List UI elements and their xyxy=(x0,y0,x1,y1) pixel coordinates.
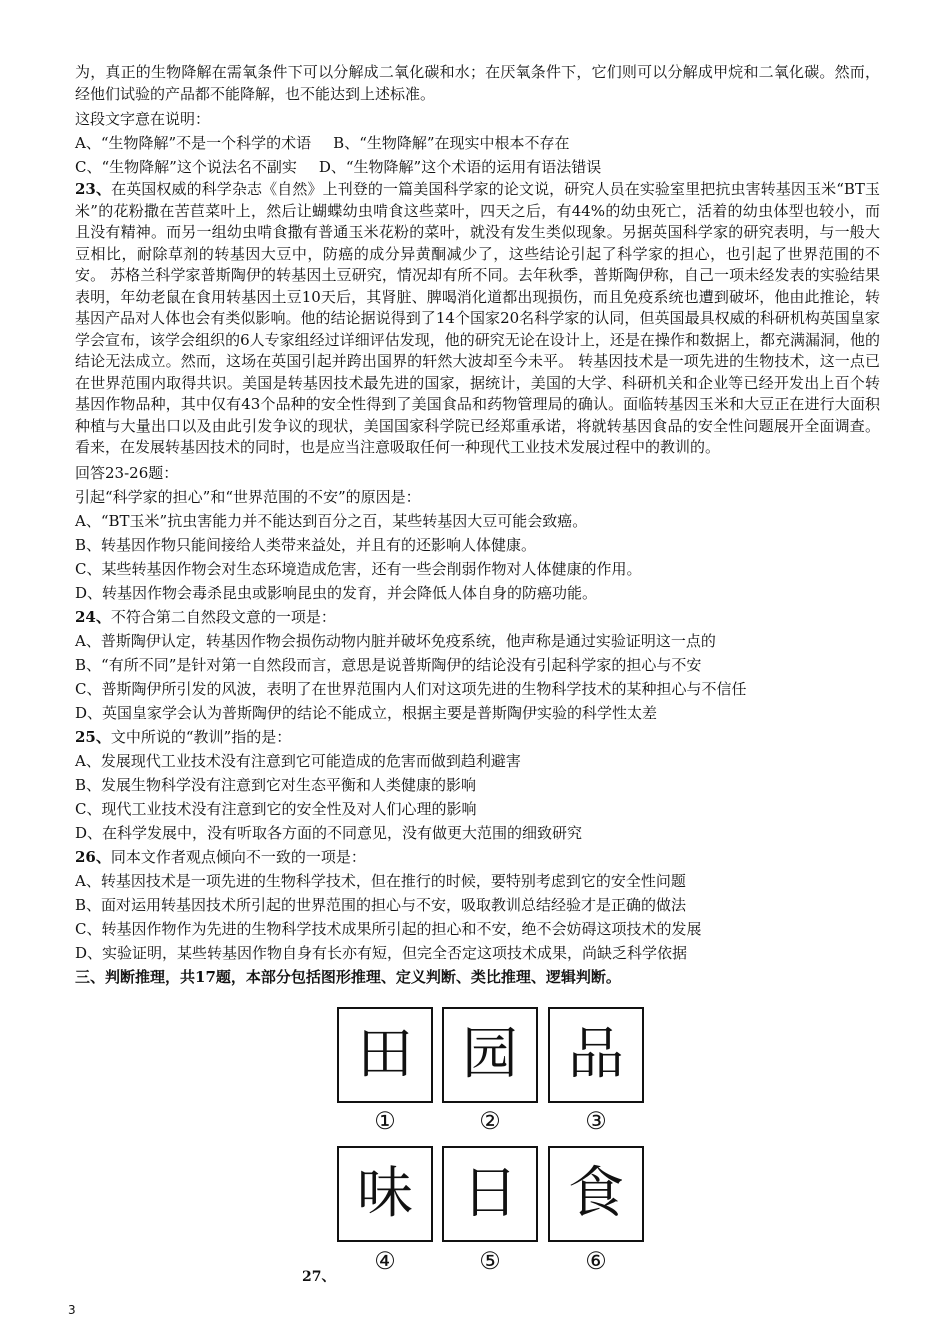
q23-number: 23、 xyxy=(75,180,112,198)
q26-number: 26、 xyxy=(75,847,111,866)
q25-option-b: B、发展生物科学没有注意到它对生态平衡和人类健康的影响 xyxy=(75,775,477,794)
q23-passage-text: 在英国权威的科学杂志《自然》上刊登的一篇美国科学家的论文说，研究人员在实验室里把抗虫害转基因玉米“BT玉米”的花粉撒在苦苣菜叶上，然后让蝴蝶幼虫啃食这些菜叶，四天之后，有44%的幼虫死亡，活着的幼虫体型也较小，而且没有精神。而另一组幼虫啃食撒有普通玉米花粉的菜叶，就没有发生类似现象。另据英国科学家的研究表明，与一般大豆相比，耐除草剂的转基因大豆中，防癌的成分异黄酮减少了，这些结论引起了科学家的担心，也引起了世界范围的不安。 苏格兰科学家普斯陶伊的转基因土豆研究，情况却有所不同。去年秋季，普斯陶伊称，自己一项未经发表的实验结果表明，年幼老鼠在食用转基因土豆10天后，其肾脏、脾喝消化道都出现损伤，而且免疫系统也遭到破坏，他由此推论，转基因产品对人体也会有类似影响。他的结论据说得到了14个国家20名科学家的认同，但英国最具权威的科研机构英国皇家学会宣布，该学会组织的6人专家组经过详细评估发现，他的研究无论在设计上，还是在操作和数据上，都充满漏洞，他的结论无法成立。然而，这场在英国引起并跨出国界的轩然大波却至今未平。 转基因技术是一项先进的生物技术，这一点已在世界范围内取得共识。美国是转基因技术最先进的国家，据统计，美国的大学、科研机关和企业等已经开发出上百个转基因作物品种，其中仅有43个品种的安全性得到了美国食品和药物管理局的确认。面临转基因玉米和大豆正在进行大面积种植与大量出口以及由此引发争议的现状，美国国家科学院已经郑重承诺，将就转基因食品的安全性问题展开全面调查。看来，在发展转基因技术的同时，也是应当注意吸取任何一种现代工业技术发展过程中的教训的。 xyxy=(75,180,881,456)
q25-option-c: C、现代工业技术没有注意到它的安全性及对人们心理的影响 xyxy=(75,799,477,818)
figure-label-2: ② xyxy=(479,1107,501,1135)
q24-option-c: C、普斯陶伊所引发的风波，表明了在世界范围内人们对这项先进的生物科学技术的某种担心与不信任 xyxy=(75,679,747,698)
q26-option-a: A、转基因技术是一项先进的生物科学技术，但在推行的时候，要特别考虑到它的安全性问题 xyxy=(75,871,686,890)
intro-options-row-1 xyxy=(75,131,880,155)
figure-box-5: 日 xyxy=(442,1146,538,1242)
q23-option-a: A、“BT玉米”抗虫害能力并不能达到百分之百，某些转基因大豆可能会致癌。 xyxy=(75,511,588,530)
intro-option-d: D、“生物降解”这个术语的运用有语法错误 xyxy=(318,158,602,176)
q26-option-b: B、面对运用转基因技术所引起的世界范围的担心与不安，吸取教训总结经验才是正确的做法 xyxy=(75,895,687,914)
q25-prompt xyxy=(75,725,880,749)
q26-option-d: D、实验证明，某些转基因作物自身有长亦有短，但完全否定这项技术成果，尚缺乏科学依据 xyxy=(75,943,688,962)
q23-option-c: C、某些转基因作物会对生态环境造成危害，还有一些会削弱作物对人体健康的作用。 xyxy=(75,559,642,578)
q23-prompt: 引起“科学家的担心”和“世界范围的不安”的原因是： xyxy=(75,487,421,506)
q23-passage xyxy=(75,179,880,459)
q24-option-a: A、普斯陶伊认定，转基因作物会损伤动物内脏并破坏免疫系统，他声称是通过实验证明这一点的 xyxy=(75,631,716,650)
intro-passage: 为，真正的生物降解在需氧条件下可以分解成二氧化碳和水；在厌氧条件下，它们则可以分解成甲烷和二氧化碳。然而，经他们试验的产品都不能降解，也不能达到上述标准。 xyxy=(75,63,880,103)
q25-prompt-text: 文中所说的“教训”指的是： xyxy=(110,727,292,746)
section-3-heading: 三、判断推理，共17题，本部分包括图形推理、定义判断、类比推理、逻辑判断。 xyxy=(75,967,621,986)
figure-box-2: 园 xyxy=(442,1007,538,1103)
text-column xyxy=(75,62,880,989)
q25-number: 25、 xyxy=(75,727,111,746)
q25-option-d: D、在科学发展中，没有听取各方面的不同意见，没有做更大范围的细致研究 xyxy=(75,823,583,842)
intro-option-c: C、“生物降解”这个说法名不副实 xyxy=(75,158,297,176)
figure-box-4: 味 xyxy=(337,1146,433,1242)
figure-label-1: ① xyxy=(374,1107,396,1135)
figure-label-5: ⑤ xyxy=(479,1247,501,1275)
intro-option-b: B、“生物降解”在现实中根本不存在 xyxy=(333,134,570,152)
figure-box-1: 田 xyxy=(337,1007,433,1103)
q23-instruction: 回答23-26题： xyxy=(75,463,179,482)
intro-options-row-2 xyxy=(75,155,880,179)
q24-prompt-text: 不符合第二自然段文意的一项是： xyxy=(110,607,336,626)
q24-option-b: B、“有所不同”是针对第一自然段而言，意思是说普斯陶伊的结论没有引起科学家的担心与不安 xyxy=(75,655,702,674)
figure-box-6: 食 xyxy=(548,1146,644,1242)
q23-option-b: B、转基因作物只能间接给人类带来益处，并且有的还影响人体健康。 xyxy=(75,535,537,554)
q23-option-d: D、转基因作物会毒杀昆虫或影响昆虫的发育，并会降低人体自身的防癌功能。 xyxy=(75,583,598,602)
figure-box-3: 品 xyxy=(548,1007,644,1103)
q26-prompt-text: 同本文作者观点倾向不一致的一项是： xyxy=(110,847,366,866)
q26-option-c: C、转基因作物作为先进的生物科学技术成果所引起的担心和不安，绝不会妨碍这项技术的发展 xyxy=(75,919,702,938)
q26-prompt xyxy=(75,845,880,869)
q24-option-d: D、英国皇家学会认为普斯陶伊的结论不能成立，根据主要是普斯陶伊实验的科学性太差 xyxy=(75,703,658,722)
q25-option-a: A、发展现代工业技术没有注意到它可能造成的危害而做到趋利避害 xyxy=(75,751,521,770)
q24-prompt xyxy=(75,605,880,629)
page-number: 3 xyxy=(68,1303,76,1317)
figure-label-4: ④ xyxy=(374,1247,396,1275)
q27-number: 27、 xyxy=(302,1269,336,1285)
q24-number: 24、 xyxy=(75,607,111,626)
intro-option-a: A、“生物降解”不是一个科学的术语 xyxy=(75,134,312,152)
figure-label-3: ③ xyxy=(585,1107,607,1135)
figure-label-6: ⑥ xyxy=(585,1247,607,1275)
intro-prompt: 这段文字意在说明： xyxy=(75,110,211,128)
